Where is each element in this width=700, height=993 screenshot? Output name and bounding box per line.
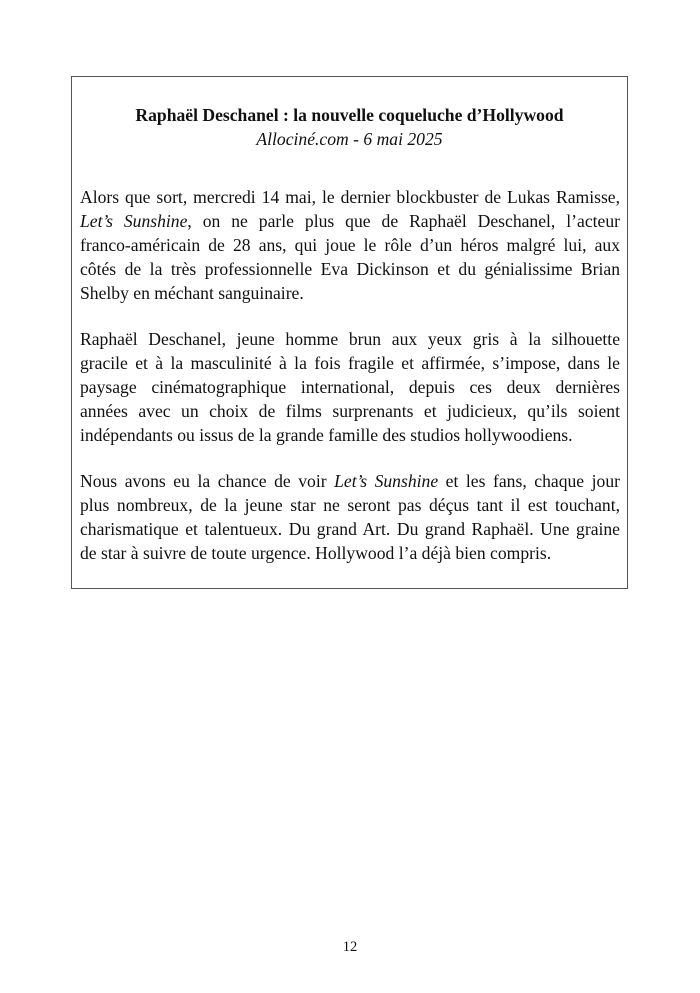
text-run: Nous avons eu la chance de voir [80,471,335,491]
text-line [80,327,620,351]
text-run: indépendants ou issus de la grande famille des studios hollywoodiens. [80,425,573,446]
text-run: gracile et à la masculinité à la fois fragile et affirmée, s’impose, dans le [80,353,620,374]
text-run: et les fans, chaque jour [438,471,620,491]
text-line [80,469,620,493]
text-run: Shelby en méchant sanguinaire. [80,283,304,304]
article-box [71,76,628,589]
text-run: charismatique et talentueux. Du grand Art. Du grand Raphaël. Une graine [80,519,620,540]
text-line [80,257,620,281]
text-line [80,517,620,541]
text-line [80,209,620,233]
film-title: Let’s Sunshine [80,211,188,232]
text-run: , on ne parle plus que de Raphaël Deschanel, l’acteur [187,211,620,232]
text-run: plus nombreux, de la jeune star ne seront pas déçus tant il est touchant, [80,495,620,516]
text-line [80,351,620,375]
article-title: Raphaël Deschanel : la nouvelle coqueluche d’Hollywood [135,105,564,125]
page-number: 12 [342,939,358,955]
film-title: Let’s Sunshine [334,471,439,491]
text-run: Raphaël Deschanel, jeune homme brun aux yeux gris à la silhouette [80,329,620,349]
text-line [80,493,620,517]
text-run: franco-américain de 28 ans, qui joue le rôle d’un héros malgré lui, aux [80,235,620,256]
article-paragraph-3 [80,469,620,565]
text-run: côtés de la très professionnelle Eva Dickinson et du génialissime Brian [80,259,620,280]
article-paragraph-2 [80,327,620,447]
text-line [80,185,620,209]
text-line [80,423,620,447]
text-run: de star à suivre de toute urgence. Hollywood l’a déjà bien compris. [80,543,552,564]
text-run: paysage cinématographique international, depuis ces deux dernières [80,377,620,398]
article-paragraph-1 [80,185,620,305]
text-line [80,375,620,399]
text-line [80,541,620,565]
article-source: Allociné.com - 6 mai 2025 [256,129,443,149]
text-line [80,281,620,305]
text-run: Alors que sort, mercredi 14 mai, le dernier blockbuster de Lukas Ramisse, [80,187,620,207]
text-line [80,233,620,257]
text-line [80,399,620,423]
text-run: années avec un choix de films surprenants et judicieux, qu’ils soient [80,401,620,422]
